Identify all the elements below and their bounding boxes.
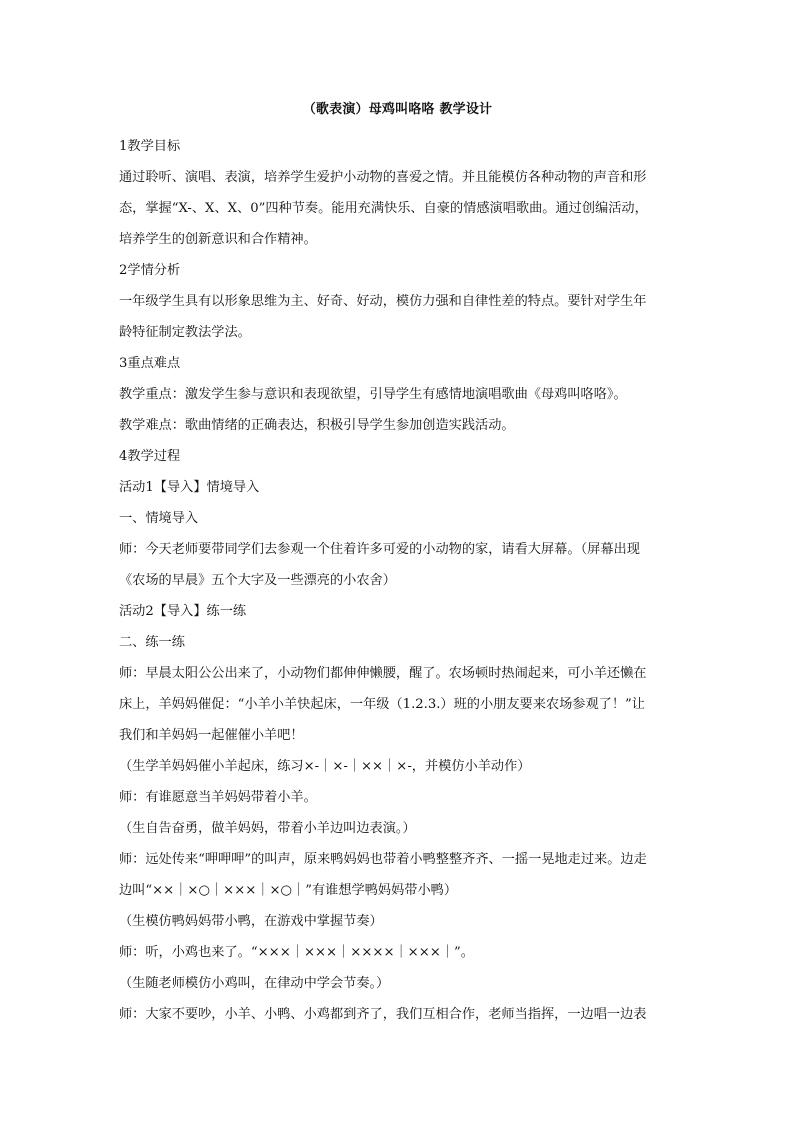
paragraph-line: 边叫“××｜×○｜×××｜×○｜”有谁想学鸭妈妈带小鸭） [119, 883, 458, 898]
section-heading-key-points: 3重点难点 [119, 356, 181, 371]
paragraph-line: 一年级学生具有以形象思维为主、好奇、好动，模仿力强和自律性差的特点。要针对学生年 [119, 294, 647, 309]
section-heading-objectives: 1教学目标 [119, 139, 181, 154]
section-heading-process: 4教学过程 [119, 449, 181, 464]
subsection-heading: 二、练一练 [119, 635, 185, 650]
paragraph-line: 师：今天老师要带同学们去参观一个住着许多可爱的小动物的家，请看大屏幕。（屏幕出现 [119, 542, 640, 557]
paragraph-line: （生学羊妈妈催小羊起床，练习×-｜×-｜××｜×-，并模仿小羊动作） [119, 759, 531, 774]
activity-heading: 活动2【导入】练一练 [119, 604, 247, 619]
paragraph-line: 培养学生的创新意识和合作精神。 [119, 232, 317, 247]
paragraph-line: 师：大家不要吵，小羊、小鸭、小鸡都到齐了，我们互相合作，老师当指挥，一边唱一边表 [119, 1007, 647, 1022]
paragraph-line: 我们和羊妈妈一起催催小羊吧！ [119, 728, 304, 743]
paragraph-line: 教学难点：歌曲情绪的正确表达，积极引导学生参加创造实践活动。 [119, 418, 515, 433]
paragraph-line: 师：远处传来“呷呷呷”的叫声，原来鸭妈妈也带着小鸭整整齐齐、一摇一晃地走过来。边走 [119, 852, 647, 867]
paragraph-line: 态，掌握“X-、X、X、0”四种节奏。能用充满快乐、自豪的情感演唱歌曲。通过创编活动， [119, 201, 648, 216]
paragraph-line: 《农场的早晨》五个大字及一些漂亮的小农舍） [119, 573, 396, 588]
paragraph-line: 床上，羊妈妈催促：“小羊小羊快起床，一年级（1.2.3.）班的小朋友要来农场参观了！”让 [119, 697, 645, 712]
document-title: （歌表演）母鸡叫咯咯 教学设计 [302, 102, 493, 117]
paragraph-line: 师：有谁愿意当羊妈妈带着小羊。 [119, 790, 317, 805]
paragraph-line: （生自告奋勇，做羊妈妈，带着小羊边叫边表演。） [119, 821, 416, 836]
paragraph-line: 龄特征制定教法学法。 [119, 325, 251, 340]
subsection-heading: 一、情境导入 [119, 511, 199, 526]
paragraph-line: 师：早晨太阳公公出来了，小动物们都伸伸懒腰，醒了。农场顿时热闹起来，可小羊还懒在 [119, 666, 647, 681]
paragraph-line: 教学重点：激发学生参与意识和表现欲望，引导学生有感情地演唱歌曲《母鸡叫咯咯》。 [119, 387, 627, 402]
paragraph-line: （生模仿鸭妈妈带小鸭，在游戏中掌握节奏） [119, 914, 383, 929]
paragraph-line: （生随老师模仿小鸡叫，在律动中学会节奏。） [119, 976, 390, 991]
paragraph-line: 通过聆听、演唱、表演，培养学生爱护小动物的喜爱之情。并且能模仿各种动物的声音和形 [119, 170, 647, 185]
paragraph-line: 师：听，小鸡也来了。“×××｜×××｜××××｜×××｜”。 [119, 945, 474, 960]
activity-heading: 活动1【导入】情境导入 [119, 480, 260, 495]
section-heading-analysis: 2学情分析 [119, 263, 181, 278]
